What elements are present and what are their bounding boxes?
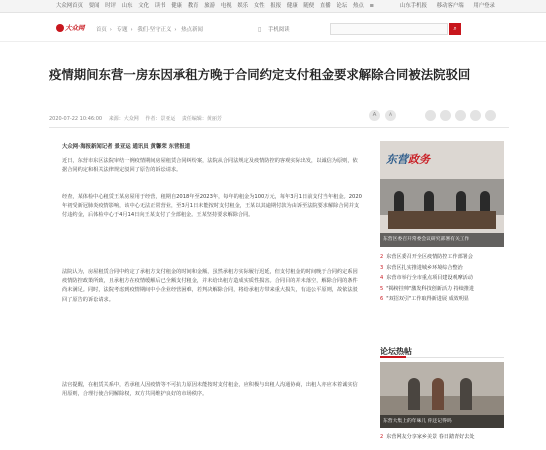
more-share-icon[interactable] xyxy=(485,110,496,121)
nav-link[interactable]: 文化 xyxy=(138,3,150,9)
nav-link[interactable]: 健康 xyxy=(286,3,298,9)
publish-time: 2020-07-22 10:46:00 xyxy=(49,116,103,122)
article-source: 来源：大众网 xyxy=(108,116,139,122)
weibo-share-icon[interactable] xyxy=(440,110,451,121)
article-paragraph: 经查，某体检中心租赁王某房屋用于经营，租期自2018年至2023年，每年的租金为100万元，每年3月1日前支付当年租金。2020年初受新冠肺炎疫情影响，该中心无法正常营业，至3月1日未能按时支付租金，王某以其逾期付款为由诉至法院要求解除合同并支付违约金，后体检中心于4月14日向王某支付了全部租金。王某坚持要求解除合同。 xyxy=(62,194,362,219)
nav-link[interactable]: 随便 xyxy=(303,3,315,9)
photo-figure xyxy=(432,378,444,410)
phone-icon: ▯ xyxy=(258,26,262,33)
site-header xyxy=(0,14,546,42)
breadcrumb-item[interactable]: 专题 xyxy=(116,27,128,33)
breadcrumb-item[interactable]: 我们·坚守正义 xyxy=(137,27,172,33)
nav-link[interactable]: 娱乐 xyxy=(237,3,249,9)
banner-brand: 东营政务 xyxy=(386,153,430,166)
top-nav-links xyxy=(56,0,378,13)
article-author: 作者：景亚运 xyxy=(145,116,176,122)
nav-link[interactable]: 教育 xyxy=(187,3,199,9)
list-item[interactable]: 2 东营网友分享家乡美景 春日踏青好去处 xyxy=(380,434,475,440)
nav-link[interactable]: 山东 xyxy=(121,3,133,9)
breadcrumb-item[interactable]: 首页 xyxy=(96,27,107,33)
photo-figure xyxy=(408,378,420,410)
nav-link[interactable]: 电视 xyxy=(220,3,232,9)
font-size-up-button[interactable]: A xyxy=(369,110,380,121)
article-paragraph: 法官提醒，在租赁关系中，若承租人因疫情等不可抗力原因未能按时支付租金，应积极与出租人沟通协商，出租人亦应本着诚实信用原则，合理行使合同解除权，双方共同维护良好的市场秩序。 xyxy=(62,382,358,398)
sidebar-feature-banner[interactable] xyxy=(380,141,504,247)
forum-section-title[interactable]: 论坛热帖 xyxy=(380,347,412,356)
breadcrumb: 首页 › 专题 › 我们·坚守正义 › 热点新闻 xyxy=(96,27,203,33)
nav-link[interactable]: 时评 xyxy=(105,3,116,9)
list-item[interactable]: 5 "揭榜挂帅"激发科技创新活力 持续推进 xyxy=(380,285,475,292)
search-icon[interactable]: ⌕ xyxy=(449,23,461,35)
logo-mark-icon xyxy=(56,24,64,32)
app-download-link[interactable]: 移动客户端 xyxy=(436,3,464,9)
article-title: 疫情期间东营一房东因承租方晚于合同约定支付租金要求解除合同被法院驳回 xyxy=(49,67,471,82)
logo-text: 大众网 xyxy=(65,24,85,32)
banner-caption[interactable]: 东营区委召开常委会议研究部署有关工作 xyxy=(380,233,504,247)
wechat-share-icon[interactable] xyxy=(425,110,436,121)
qq-share-icon[interactable] xyxy=(455,110,466,121)
section-divider xyxy=(380,357,504,358)
nav-link[interactable]: 旅游 xyxy=(204,3,216,9)
article-byline: 大众网·海报新闻记者 景亚运 通讯员 黄馨荣 东营报道 xyxy=(62,144,191,150)
search-input[interactable] xyxy=(330,23,448,35)
title-divider xyxy=(49,127,509,128)
nav-menu-icon[interactable]: ≡ xyxy=(369,3,374,9)
qzone-share-icon[interactable] xyxy=(470,110,481,121)
nav-link[interactable]: 女性 xyxy=(253,3,265,9)
top-nav-right xyxy=(400,0,503,13)
list-item[interactable]: 6 "双招双引"工作取得新进展 成效明显 xyxy=(380,296,469,302)
nav-link[interactable]: 大众网首页 xyxy=(56,3,83,9)
top-nav-bar xyxy=(0,0,546,13)
nav-link[interactable]: 健康 xyxy=(171,3,183,9)
mobile-read-link[interactable]: 手机阅读 xyxy=(268,27,290,33)
nav-link[interactable]: 读书 xyxy=(154,3,166,9)
article-meta xyxy=(49,115,227,122)
nav-link[interactable]: 热点 xyxy=(352,3,364,9)
article-editor: 责任编辑：黄丽芳 xyxy=(181,116,222,122)
list-item[interactable]: 4 东营市举行全市重点项目建设观摩活动 xyxy=(380,275,473,281)
nav-link[interactable]: 论坛 xyxy=(336,3,348,9)
article-paragraph: 近日，东营市东区法院审结一例疫情期间房屋租赁合同纠纷案，法院从合同法规定及疫情防控的客观实际出发，以诚信为原则，依据合同约定和相关法律规定驳回了原告的诉讼请求。 xyxy=(62,158,358,174)
sidebar-news-list xyxy=(380,252,504,305)
breadcrumb-item[interactable]: 热点新闻 xyxy=(181,27,203,33)
user-login-link[interactable]: 用户登录 xyxy=(473,3,495,9)
font-size-down-button[interactable]: A xyxy=(385,110,396,121)
nav-link[interactable]: 报报 xyxy=(270,3,282,9)
mobile-news-link[interactable]: 山东手机报 xyxy=(400,3,427,9)
article-paragraph: 法院认为，房屋租赁合同中约定了承租方支付租金的时间和金额，虽然承租方实际履行迟延，但支付租金的时间晚于合同约定系因疫情防控政策所致，且承租方在疫情缓解后已全额支付租金，并未给出租方造成实质性损害。合同目的并未落空，解除合同的条件尚未满足。同时，法院考虑到疫情期间中小企业经营困难，若判决解除合同，将给承租方带来重大损失，有违公平原则，故依法驳回了原告的诉讼请求。 xyxy=(62,269,358,303)
banner-photo-table xyxy=(388,211,496,229)
forum-feature-photo[interactable] xyxy=(380,362,504,428)
list-item[interactable]: 2 东营区委召开全区疫情防控工作部署会 xyxy=(380,254,473,260)
list-item[interactable]: 3 东营区扎实推进城乡环境综合整治 xyxy=(380,264,463,271)
site-logo[interactable] xyxy=(56,23,86,33)
photo-figure xyxy=(460,378,472,410)
nav-link[interactable]: 要闻 xyxy=(88,3,100,9)
photo-caption[interactable]: 东营大集上的年味儿 你还记得吗 xyxy=(380,415,504,428)
nav-link[interactable]: 直播 xyxy=(319,3,331,9)
